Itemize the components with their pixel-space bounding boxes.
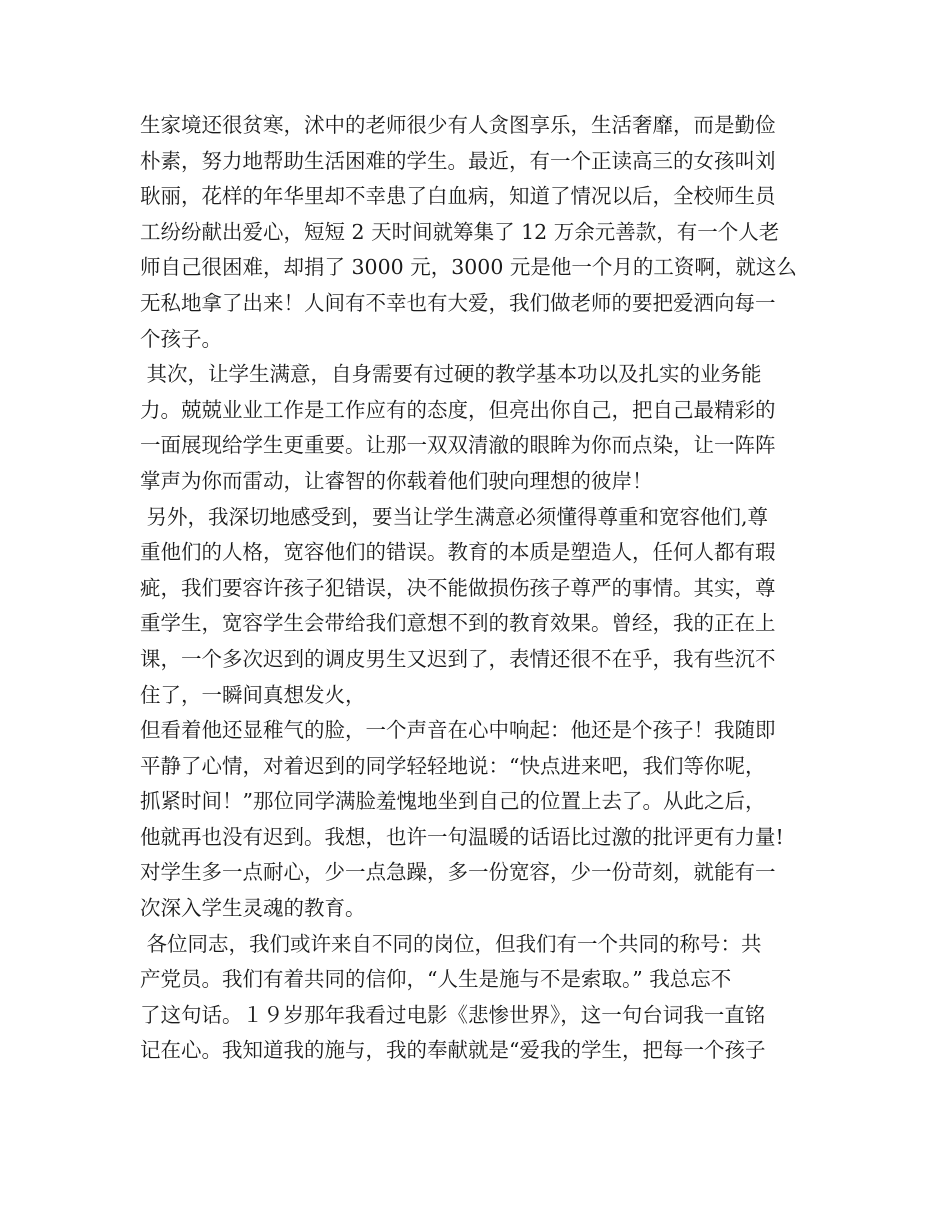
text-line: 各位同志，我们或许来自不同的岗位，但我们有一个共同的称号：共 bbox=[140, 931, 762, 956]
text-line: 但看着他还显稚气的脸，一个声音在心中响起：他还是个孩子！我随即 bbox=[140, 718, 776, 743]
text-line: 重他们的人格，宽容他们的错误。教育的本质是塑造人，任何人都有瑕 bbox=[140, 540, 776, 565]
text-line: 住了，一瞬间真想发火， bbox=[140, 682, 366, 707]
text-line: 师自己很困难，却捐了 3000 元，3000 元是他一个月的工资啊，就这么 bbox=[140, 255, 797, 280]
text-line: 记在心。我知道我的施与，我的奉献就是“爱我的学生，把每一个孩子 bbox=[140, 1038, 766, 1063]
text-line: 产党员。我们有着共同的信仰，“人生是施与不是索取。” 我总忘不 bbox=[140, 967, 732, 992]
text-line: 一面展现给学生更重要。让那一双双清澈的眼眸为你而点染，让一阵阵 bbox=[140, 433, 776, 458]
text-line: 重学生，宽容学生会带给我们意想不到的教育效果。曾经，我的正在上 bbox=[140, 611, 776, 636]
text-line: 其次，让学生满意，自身需要有过硬的教学基本功以及扎实的业务能 bbox=[140, 362, 762, 387]
text-line: 课，一个多次迟到的调皮男生又迟到了，表情还很不在乎，我有些沉不 bbox=[140, 646, 776, 671]
text-line: 疵，我们要容许孩子犯错误，决不能做损伤孩子尊严的事情。其实，尊 bbox=[140, 575, 776, 600]
text-line: 无私地拿了出来！人间有不幸也有大爱，我们做老师的要把爱洒向每一 bbox=[140, 290, 776, 315]
text-line: 对学生多一点耐心，少一点急躁，多一份宽容，少一份苛刻，就能有一 bbox=[140, 860, 776, 885]
text-line: 抓紧时间！”那位同学满脸羞愧地坐到自己的位置上去了。从此之后， bbox=[140, 789, 766, 814]
text-line: 次深入学生灵魂的教育。 bbox=[140, 896, 366, 921]
text-line: 了这句话。１９岁那年我看过电影《悲惨世界》，这一句台词我一直铭 bbox=[140, 1002, 766, 1027]
text-line: 他就再也没有迟到。我想，也许一句温暖的话语比过激的批评更有力量! bbox=[140, 824, 784, 849]
text-line: 生家境还很贫寒，沭中的老师很少有人贪图享乐，生活奢靡，而是勤俭 bbox=[140, 113, 776, 137]
text-line: 另外，我深切地感受到，要当让学生满意必须懂得尊重和宽容他们,尊 bbox=[140, 504, 769, 529]
text-line: 朴素，努力地帮助生活困难的学生。最近，有一个正读高三的女孩叫刘 bbox=[140, 148, 776, 173]
text-line: 平静了心情，对着迟到的同学轻轻地说：“快点进来吧，我们等你呢， bbox=[140, 753, 766, 778]
text-line: 个孩子。 bbox=[140, 326, 222, 351]
body-text bbox=[140, 108, 820, 1069]
text-line: 掌声为你而雷动，让睿智的你载着他们驶向理想的彼岸！ bbox=[140, 468, 653, 493]
text-line: 耿丽，花样的年华里却不幸患了白血病，知道了情况以后，全校师生员 bbox=[140, 184, 776, 209]
text-line: 工纷纷献出爱心，短短 2 天时间就筹集了 12 万余元善款，有一个人老 bbox=[140, 219, 780, 244]
text-line: 力。兢兢业业工作是工作应有的态度，但亮出你自己，把自己最精彩的 bbox=[140, 397, 776, 422]
